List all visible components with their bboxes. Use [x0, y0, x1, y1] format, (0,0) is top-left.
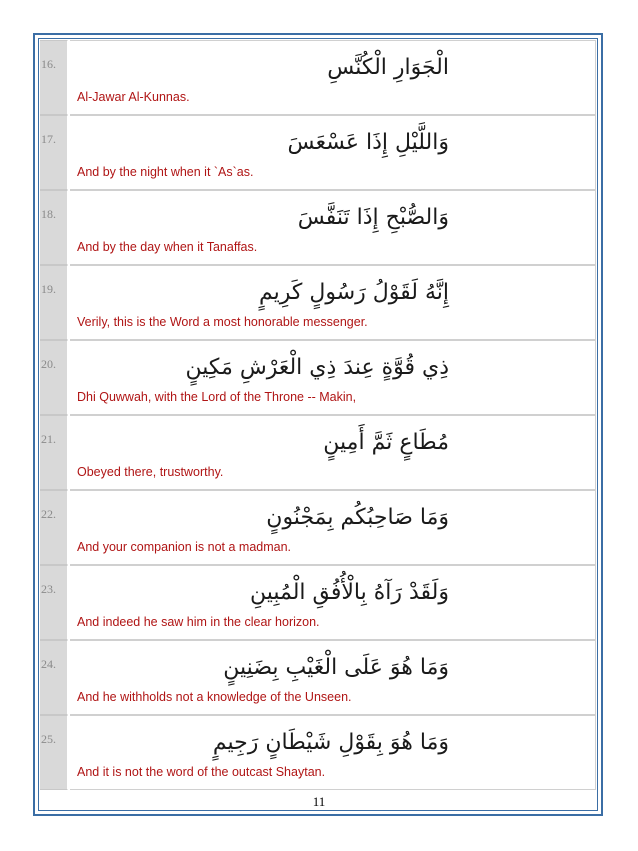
- verse-content-cell: [70, 40, 596, 115]
- verse-number-cell: [40, 265, 68, 340]
- english-translation: And by the day when it Tanaffas.: [77, 240, 258, 254]
- verse-row: [40, 640, 596, 715]
- arabic-verse-text: وَمَا صَاحِبُكُم بِمَجْنُونٍ: [266, 505, 449, 530]
- verse-content-cell: [70, 640, 596, 715]
- arabic-verse-text: وَمَا هُوَ عَلَى الْغَيْبِ بِضَنِينٍ: [223, 655, 449, 680]
- verse-number: 23.: [41, 582, 56, 596]
- verse-row: [40, 415, 596, 490]
- verse-row: [40, 565, 596, 640]
- verse-content-cell: [70, 265, 596, 340]
- verse-number: 21.: [41, 432, 56, 446]
- verse-number: 19.: [41, 282, 56, 296]
- verse-content-cell: [70, 715, 596, 790]
- verse-row: [40, 40, 596, 115]
- verse-content-cell: [70, 415, 596, 490]
- verse-number-cell: [40, 715, 68, 790]
- verse-content-cell: [70, 490, 596, 565]
- verse-number-cell: [40, 640, 68, 715]
- arabic-verse-text: وَمَا هُوَ بِقَوْلِ شَيْطَانٍ رَجِيمٍ: [212, 730, 449, 755]
- english-translation: And by the night when it `As`as.: [77, 165, 254, 179]
- arabic-verse-text: ذِي قُوَّةٍ عِندَ ذِي الْعَرْشِ مَكِينٍ: [185, 355, 449, 380]
- verse-number-cell: [40, 40, 68, 115]
- verse-number: 17.: [41, 132, 56, 146]
- verse-row: [40, 190, 596, 265]
- english-translation: And indeed he saw him in the clear horizon.: [77, 615, 320, 629]
- arabic-verse-text: مُطَاعٍ ثَمَّ أَمِينٍ: [323, 430, 449, 455]
- verse-content-cell: [70, 190, 596, 265]
- verse-row: [40, 715, 596, 790]
- verse-row: [40, 490, 596, 565]
- verse-row: [40, 265, 596, 340]
- verse-number: 25.: [41, 732, 56, 746]
- verse-row: [40, 340, 596, 415]
- verse-row: [40, 115, 596, 190]
- arabic-verse-text: الْجَوَارِ الْكُنَّسِ: [327, 55, 449, 80]
- english-translation: And it is not the word of the outcast Shaytan.: [77, 765, 326, 779]
- verse-content-cell: [70, 340, 596, 415]
- english-translation: And your companion is not a madman.: [77, 540, 292, 554]
- verse-number-cell: [40, 190, 68, 265]
- verse-number-cell: [40, 340, 68, 415]
- english-translation: Obeyed there, trustworthy.: [77, 465, 224, 479]
- verse-number: 20.: [41, 357, 56, 371]
- verse-table: [40, 40, 596, 790]
- verse-number-cell: [40, 565, 68, 640]
- english-translation: Al-Jawar Al-Kunnas.: [77, 90, 190, 104]
- english-translation: And he withholds not a knowledge of the Unseen.: [77, 690, 352, 704]
- english-translation: Verily, this is the Word a most honorable messenger.: [77, 315, 368, 329]
- page-number: 11: [312, 794, 326, 809]
- verse-number: 18.: [41, 207, 56, 221]
- verse-number-cell: [40, 490, 68, 565]
- arabic-verse-text: وَالصُّبْحِ إِذَا تَنَفَّسَ: [297, 205, 449, 230]
- verse-content-cell: [70, 565, 596, 640]
- arabic-verse-text: وَلَقَدْ رَآهُ بِالْأُفُقِ الْمُبِينِ: [249, 580, 449, 605]
- english-translation: Dhi Quwwah, with the Lord of the Throne -- Makin,: [77, 390, 357, 404]
- verse-number: 22.: [41, 507, 56, 521]
- verse-number-cell: [40, 115, 68, 190]
- verse-number: 16.: [41, 57, 56, 71]
- verse-content-cell: [70, 115, 596, 190]
- arabic-verse-text: إِنَّهُ لَقَوْلُ رَسُولٍ كَرِيمٍ: [259, 280, 449, 305]
- verse-number-cell: [40, 415, 68, 490]
- arabic-verse-text: وَاللَّيْلِ إِذَا عَسْعَسَ: [287, 130, 449, 155]
- verse-number: 24.: [41, 657, 56, 671]
